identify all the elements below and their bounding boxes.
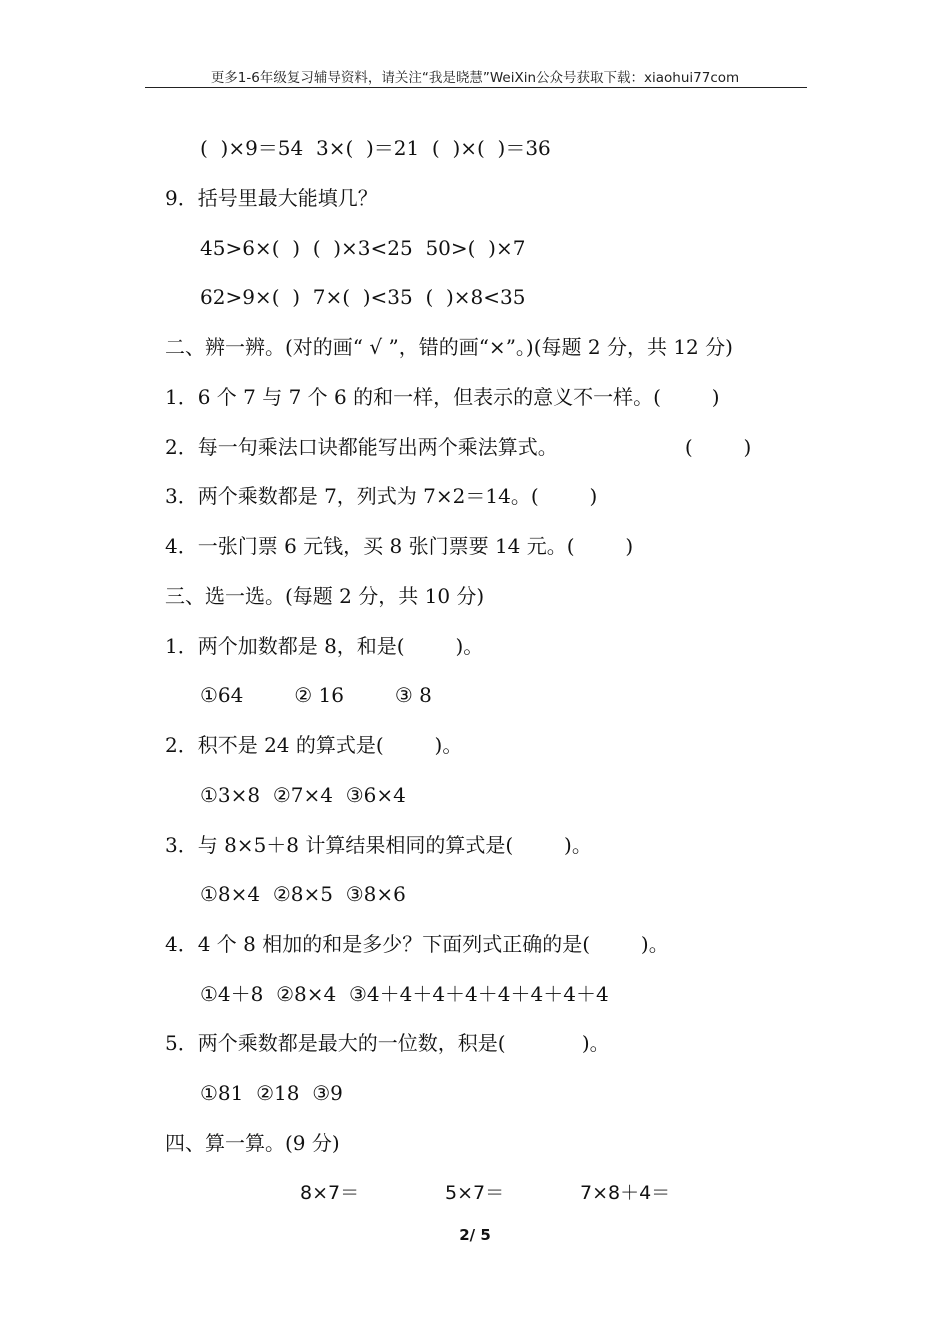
page-header: 更多1-6年级复习辅导资料，请关注“我是晓慧”WeiXin公众号获取下载：xiaohui77com bbox=[210, 70, 740, 86]
section-2-heading: 二、辨一辨。(对的画“ √ ”，错的画“×”。)(每题 2 分，共 12 分) bbox=[165, 335, 733, 359]
choice-options-5: ①81 ②18 ③9 bbox=[200, 1081, 343, 1105]
judge-item-4: 4．一张门票 6 元钱，买 8 张门票要 14 元。( ) bbox=[165, 534, 634, 558]
judge-item-1: 1．6 个 7 与 7 个 6 的和一样，但表示的意义不一样。( ) bbox=[165, 385, 720, 409]
calc-item-3: 7×8＋4＝ bbox=[580, 1182, 671, 1204]
fill-in-equations-line: ( )×9＝54 3×( )＝21 ( )×( )＝36 bbox=[200, 136, 551, 160]
choice-options-1: ①64 ② 16 ③ 8 bbox=[200, 683, 432, 707]
choice-question-1: 1．两个加数都是 8，和是( )。 bbox=[165, 634, 484, 658]
section-3-heading: 三、选一选。(每题 2 分，共 10 分) bbox=[165, 584, 485, 608]
calc-item-2: 5×7＝ bbox=[445, 1182, 505, 1204]
choice-options-2: ①3×8 ②7×4 ③6×4 bbox=[200, 783, 406, 807]
section-4-heading: 四、算一算。(9 分) bbox=[165, 1131, 340, 1155]
judge-item-3: 3．两个乘数都是 7，列式为 7×2＝14。( ) bbox=[165, 484, 598, 508]
calc-item-1: 8×7＝ bbox=[300, 1182, 360, 1204]
header-divider bbox=[145, 87, 807, 88]
choice-question-5: 5．两个乘数都是最大的一位数，积是( )。 bbox=[165, 1031, 610, 1055]
choice-options-4: ①4＋8 ②8×4 ③4＋4＋4＋4＋4＋4＋4＋4 bbox=[200, 982, 609, 1006]
choice-question-3: 3．与 8×5＋8 计算结果相同的算式是( )。 bbox=[165, 833, 592, 857]
choice-question-4: 4．4 个 8 相加的和是多少？下面列式正确的是( )。 bbox=[165, 932, 669, 956]
choice-question-2: 2．积不是 24 的算式是( )。 bbox=[165, 733, 463, 757]
page-number: 2/ 5 bbox=[459, 1226, 491, 1244]
choice-options-3: ①8×4 ②8×5 ③8×6 bbox=[200, 882, 406, 906]
judge-item-2: 2．每一句乘法口诀都能写出两个乘法算式。 ( ) bbox=[165, 435, 752, 459]
question-9-row-2: 62>9×( ) 7×( )<35 ( )×8<35 bbox=[200, 285, 526, 309]
question-9-title: 9．括号里最大能填几？ bbox=[165, 186, 378, 210]
question-9-row-1: 45>6×( ) ( )×3<25 50>( )×7 bbox=[200, 236, 526, 260]
